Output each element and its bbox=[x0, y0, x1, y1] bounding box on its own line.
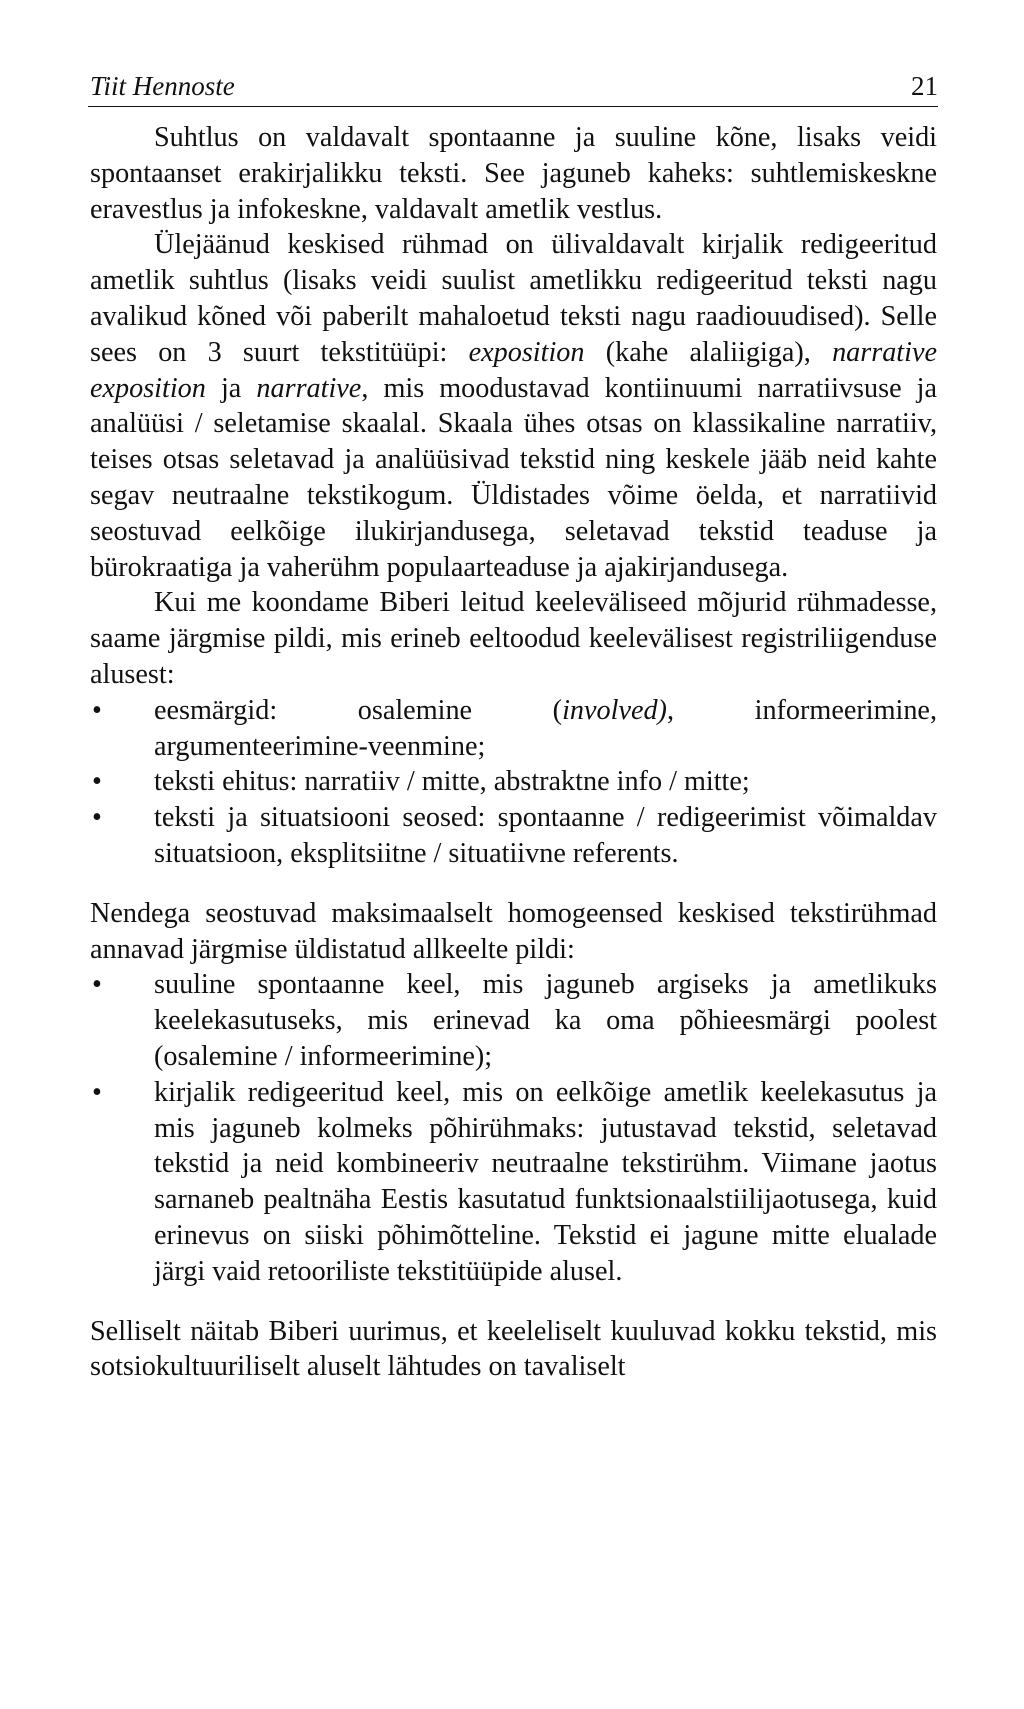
term-narrative: narrative bbox=[256, 372, 362, 404]
list-item bbox=[90, 1075, 937, 1290]
bullet-icon: • bbox=[92, 802, 102, 834]
list-item-text: kirjalik redigeeritud keel, mis on eelkõige ametlik keelekasutus ja mis jaguneb kolmeks põhirühmaks: jutustavad tekstid, seletavad tekstid ja neid kombineeriv neutraalne tekstirühm. Viimane jaotus sarnaneb pealtnäha Eestis kasutatud funktsionaalstiilijaotusega, kuid erinevus on siiski põhimõtteline. Tekstid ei jagune mitte elualade järgi vaid retooriliste tekstitüüpide alusel. bbox=[154, 1076, 937, 1287]
paragraph-text: Ülejäänud keskised rühmad on ülivaldavalt kirjalik redigeeritud ametlik suhtlus (lisaks veidi suulist ametlikku redigeeritud teksti nagu avalikud kõned või paberilt mahaloetud teksti nagu raadiouudised). Selle sees on 3 suurt tekstitüüpi: bbox=[90, 229, 937, 368]
list-item bbox=[90, 693, 937, 765]
term-involved: involved) bbox=[562, 694, 667, 726]
sublanguage-list bbox=[90, 967, 937, 1289]
paragraph-biber-groups: Kui me koondame Biberi leitud keeleväliseed mõjurid rühmadesse, saame järgmise pildi, mis erineb eeltoodud keelevälisest registriliigenduse alusest: bbox=[90, 587, 937, 690]
list-item-text: suuline spontaanne keel, mis jaguneb argiseks ja ametlikuks keelekasutuseks, mis erinevad ka oma põhieesmärgi poolest (osalemine / informeerimine); bbox=[154, 969, 937, 1072]
list-item-text: teksti ehitus: narratiiv / mitte, abstraktne info / mitte; bbox=[154, 766, 750, 798]
paragraph-conclusion: Selliselt näitab Biberi uurimus, et keeleliselt kuuluvad kokku tekstid, mis sotsiokultuuriliselt aluselt lähtudes on tavaliselt bbox=[90, 1315, 937, 1383]
paragraph-text: ja bbox=[205, 372, 257, 404]
bullet-icon: • bbox=[92, 694, 102, 726]
bullet-icon: • bbox=[92, 1076, 102, 1108]
paragraph-conversation: Suhtlus on valdavalt spontaanne ja suuline kõne, lisaks veidi spontaanset erakirjalikku teksti. See jaguneb kaheks: suhtlemiskeskne eravestlus ja infokeskne, valdavalt ametlik vestlus. bbox=[90, 122, 937, 225]
body-text bbox=[90, 120, 937, 1385]
page-number: 21 bbox=[911, 71, 938, 101]
header-author: Tiit Hennoste bbox=[90, 71, 235, 101]
paragraph-text-groups: Nendega seostuvad maksimaalselt homogeensed keskised tekstirühmad annavad järgmise üldistatud allkeelte pildi: bbox=[90, 897, 937, 965]
term-exposition: exposition bbox=[468, 336, 585, 368]
list-item bbox=[90, 800, 937, 872]
factor-list bbox=[90, 693, 937, 872]
list-item bbox=[90, 764, 937, 800]
list-item-text: eesmärgid: osalemine ( bbox=[154, 694, 563, 726]
list-item-text: teksti ja situatsiooni seosed: spontaanne / redigeerimist võimaldav situatsioon, eksplitsiitne / situatiivne referents. bbox=[154, 802, 937, 869]
term-narrative-exposition: narrative exposition bbox=[90, 336, 937, 404]
paragraph-text: , mis moodustavad kontiinuumi narratiivsuse ja analüüsi / seletamise skaalal. Skaala ühes otsas on klassikaline narratiiv, teises otsas seletavad ja analüüsivad tekstid ning keskele jääb neid kahte segav neutraalne tekstikogum. Üldistades võime öelda, et narratiivid seostuvad eelkõige ilukirjandusega, seletavad tekstid teaduse ja bürokraatiga ja vaherühm populaarteaduse ja ajakirjandusega. bbox=[90, 372, 938, 583]
paragraph-edited-communication bbox=[90, 227, 937, 585]
list-item-text: , informeerimine, argumenteerimine-veenmine; bbox=[154, 694, 937, 762]
list-item bbox=[90, 967, 937, 1074]
bullet-icon: • bbox=[92, 969, 102, 1001]
running-head bbox=[88, 70, 938, 107]
bullet-icon: • bbox=[92, 766, 102, 798]
paragraph-text: (kahe alaliigiga), bbox=[584, 336, 833, 368]
